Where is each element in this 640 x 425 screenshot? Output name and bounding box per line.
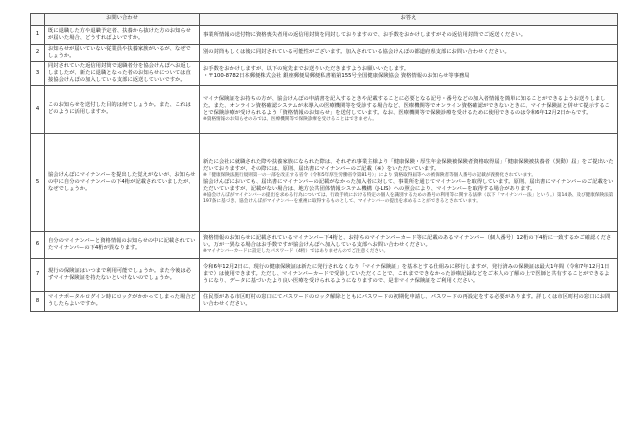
answer-cell [200,258,618,291]
question-cell: マイナポータルログイン時にロックがかかってしまった場合どうしたらよいですか。 [45,291,200,311]
table-row [31,26,618,45]
row-number: 7 [31,258,45,291]
row-number: 5 [31,133,45,231]
answer-note: ※協会けんぽがマイナンバーの提出を求める行為については、行政手続における特定の個人を識別するための番号の利用等に関する法律（以下「マイナンバー法」という。）第14条、及び健康保険法第197条に基づき、協会けんぽがマイナンバーを重複に取得するものとして、マイナンバーの提出を求めることができるとされています。 [203,193,614,205]
row-number: 6 [31,231,45,258]
question-cell: 既に退職した方や退職予定者、扶養から抜けた方のお知らせが届いた場合、どうすればよいですか。 [45,26,200,45]
faq-table [30,13,618,312]
answer-paragraph: 資格情報のお知らせに記載されているマイナンバー下4桁と、お持ちのマイナンバーカード等に記載のあるマイナンバー（個人番号）12桁の下4桁に一致するかご確認ください。万が一異なる場合はお手数ですが協会けんぽへ加入している支部へお問い合わせください。 [203,234,612,248]
answer-cell [200,45,618,62]
table-row [31,291,618,311]
row-number: 3 [31,61,45,85]
question-cell: このお知らせを送付した目的は何でしょうか。また、これはどのように活用しますか。 [45,85,200,133]
question-cell: 自分のマイナンバーと資格情報のお知らせの中に記載されていたマイナンバーの下4桁が異なります。 [45,231,200,258]
answer-paragraph: マイナ保険証をお持ちの方が、協会けんぽの申請書を記入するときや記載することに必要となる記号・番号などの加入者情報を簡単に知ることができるようお送りしました。また、オンライン資格確認システムが未導入の医療機関等を受診する場合など、医療機関等でオンライン資格確認ができないときに、マイナ保険証と併せて提示することで保険診療が受けられるよう「資格情報のお知らせ」を送付しています。なお、医療機関等で保険診療を受けるために使用できるのは令和6年12月2日からです。 [203,95,610,116]
table-header-row [31,14,618,26]
question-cell: 同封されていた返信用封筒で退職者分を協会けんぽへお返ししましたが、新たに退職となった者のお知らせについては直接協会けんぽの加入している支部に返送していいですか。 [45,61,200,85]
answer-paragraph: 別の封筒もしくは後に同封されている可能性がございます。加入されている協会けんぽの都道府県支部にお問い合わせください。 [203,49,510,56]
answer-note: ※「健康保険法施行規則第一の一部を改正する省令（令和5年厚生労働省令第81号）」により 資格取得届等への被保険者等個人番号の記載が義務化されています。 [203,173,536,179]
answer-paragraph: お手数をおかけしますが、以下の宛先までお送りいただきますようお願いいたします。 [203,66,410,73]
answer-cell [200,231,618,258]
row-number: 1 [31,26,45,45]
answer-paragraph: 協会けんぽにおいても、届出書にマイナンバーの記載がなかった加入者に対して、事業所を通じてマイナンバーを取得しています。原則、届出書にマイナンバーのご記載をいただいていますが、記載がない場合は、地方公共団体情報システム機構（J-LIS）への照会により、マイナンバーを取得する場合があります。 [203,179,614,193]
answer-paragraph: 新たに会社に就職された際や扶養家族になられた際は、それぞれ事業主様より「健康保険・厚生年金保険被保険者資格取得届」「健康保険被扶養者（異動）届」をご提出いただいておりますが、その際には、原則、届出書にマイナンバーのご記載（※）をいただいています。 [203,159,614,173]
header-question: お問い合わせ [45,14,200,26]
question-cell: お知らせが届いていない従業員や扶養家族がいるが、なぜでしょうか。 [45,45,200,62]
answer-cell [200,133,618,231]
row-number: 2 [31,45,45,62]
answer-note: ※資格情報のお知らせのみでは、医療機関等で保険診療を受けることはできません。 [203,116,377,122]
table-row [31,61,618,85]
answer-paragraph: 住民票がある市区町村の窓口にてパスワードのロック解除とともにパスワードの初期化申請し、パスワードの再設定をする必要があります。詳しくは市区町村の窓口にお問い合わせください。 [203,294,611,308]
answer-cell [200,85,618,133]
row-number: 8 [31,291,45,311]
answer-cell [200,291,618,311]
answer-paragraph: 事業所情報の送付物に資格喪失者用の返信用封筒を同封しておりますので、お手数をおかけしますがその返信用封筒でご返送ください。 [203,31,527,38]
header-answer: お答え [200,14,618,26]
table-row [31,231,618,258]
answer-note: ※マイナンバーカードに設定したパスワード（4桁）ではありませんのでご注意ください。 [203,248,389,254]
header-num [31,14,45,26]
table-row [31,258,618,291]
table-row [31,45,618,62]
answer-paragraph: 令和6年12月2日に、現行の健康保険証は新たに発行されなくなり「マイナ保険証」を基本とする仕組みに移行しますが、発行済みの保険証は最大1年間（令和7年12月1日まで）は使用できます。ただし、マイナンバーカードで受診していただくことで、これまでできなかった診療記録などをご本人の了解の上で医師と共有することができるようになり、データに基づいたより良い医療を受けられるようになりますので、是非マイナ保険証をご利用ください。 [203,264,610,285]
table-row [31,85,618,133]
answer-cell [200,26,618,45]
answer-cell [200,61,618,85]
answer-paragraph: ・〒100-8782日本郵便株式会社 銀座郵便局郵便私書箱第155号全国健康保険協会 資格情報のお知らせ等事務局 [203,73,470,80]
table-row [31,133,618,231]
row-number: 4 [31,85,45,133]
question-cell: 現行の保険証はいつまで利用可能でしょうか。また今後は必ずマイナ保険証を持たないといけないのでしょうか。 [45,258,200,291]
question-cell: 協会けんぽにマイナンバーを提出した覚えがないが、お知らせの中に自分のマイナンバーの下4桁が記載されていましたが、なぜでしょうか。 [45,133,200,231]
